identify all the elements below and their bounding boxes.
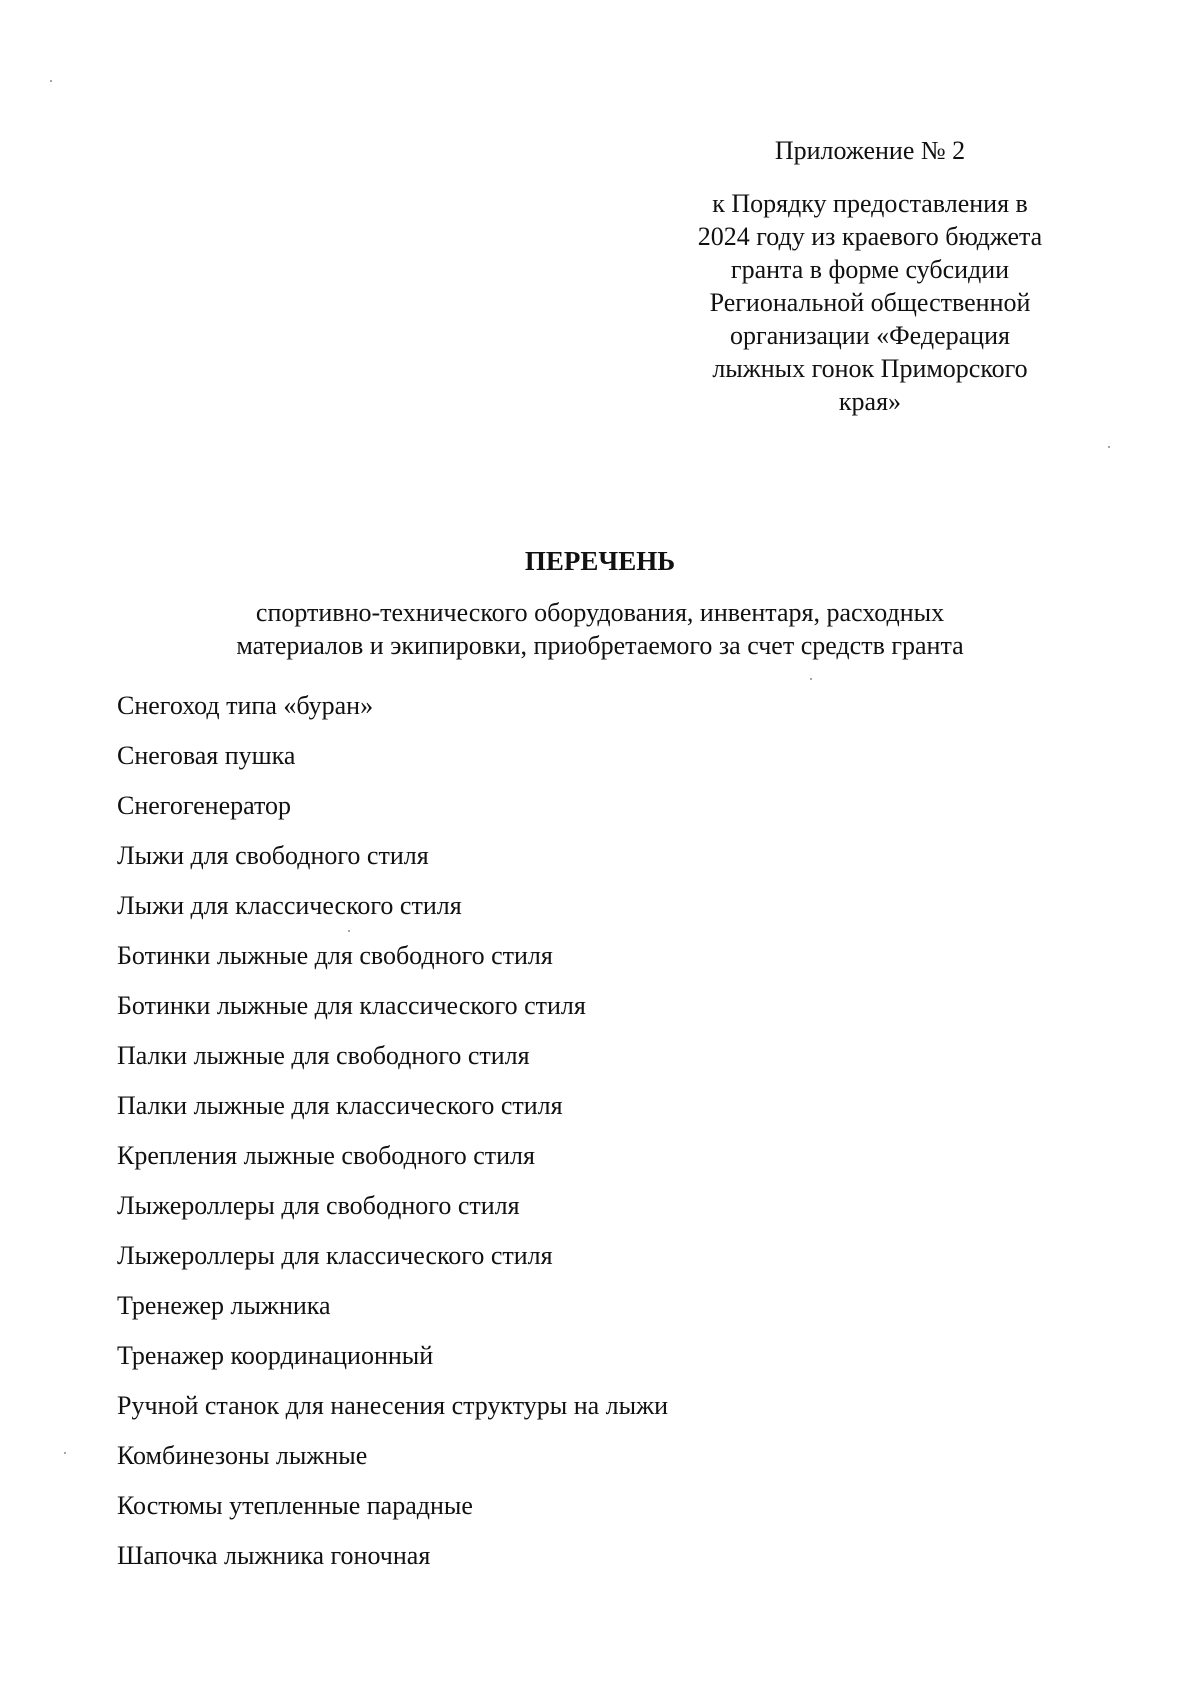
list-item: Снегогенератор [117, 791, 292, 820]
list-item: Тренежер лыжника [117, 1291, 331, 1320]
list-item: Лыжероллеры для свободного стиля [117, 1191, 520, 1220]
list-item: Палки лыжные для свободного стиля [117, 1041, 530, 1070]
appendix-line: организации «Федерация [730, 321, 1010, 350]
document-subtitle [150, 596, 1050, 662]
scan-speck [348, 930, 350, 932]
equipment-list [117, 689, 668, 1589]
scan-speck [1108, 446, 1110, 448]
appendix-line: гранта в форме субсидии [730, 255, 1010, 284]
subtitle-line: материалов и экипировки, приобретаемого за счет средств гранта [236, 631, 964, 660]
appendix-number: Приложение № 2 [774, 136, 966, 165]
list-item: Комбинезоны лыжные [117, 1441, 368, 1470]
list-item: Снегоход типа «буран» [117, 691, 374, 720]
list-item: Лыжероллеры для классического стиля [117, 1241, 553, 1270]
appendix-line: края» [838, 387, 902, 416]
scan-speck [64, 1452, 66, 1454]
list-item: Шапочка лыжника гоночная [117, 1541, 431, 1570]
document-title: ПЕРЕЧЕНЬ [524, 546, 676, 576]
list-item: Ручной станок для нанесения структуры на лыжи [117, 1391, 669, 1420]
list-item: Ботинки лыжные для свободного стиля [117, 941, 553, 970]
appendix-line: Региональной общественной [709, 288, 1031, 317]
appendix-header [660, 134, 1080, 418]
list-item: Палки лыжные для классического стиля [117, 1091, 563, 1120]
list-item: Лыжи для классического стиля [117, 891, 462, 920]
list-item: Костюмы утепленные парадные [117, 1491, 473, 1520]
list-item: Лыжи для свободного стиля [117, 841, 429, 870]
appendix-line: лыжных гонок Приморского [712, 354, 1028, 383]
list-item: Снеговая пушка [117, 741, 296, 770]
list-item: Тренажер координационный [117, 1341, 434, 1370]
scan-speck [50, 80, 52, 82]
scan-speck [810, 678, 812, 680]
appendix-line: 2024 году из краевого бюджета [697, 222, 1043, 251]
subtitle-line: спортивно-технического оборудования, инвентаря, расходных [255, 598, 945, 627]
appendix-line: к Порядку предоставления в [712, 189, 1028, 218]
list-item: Ботинки лыжные для классического стиля [117, 991, 586, 1020]
list-item: Крепления лыжные свободного стиля [117, 1141, 535, 1170]
